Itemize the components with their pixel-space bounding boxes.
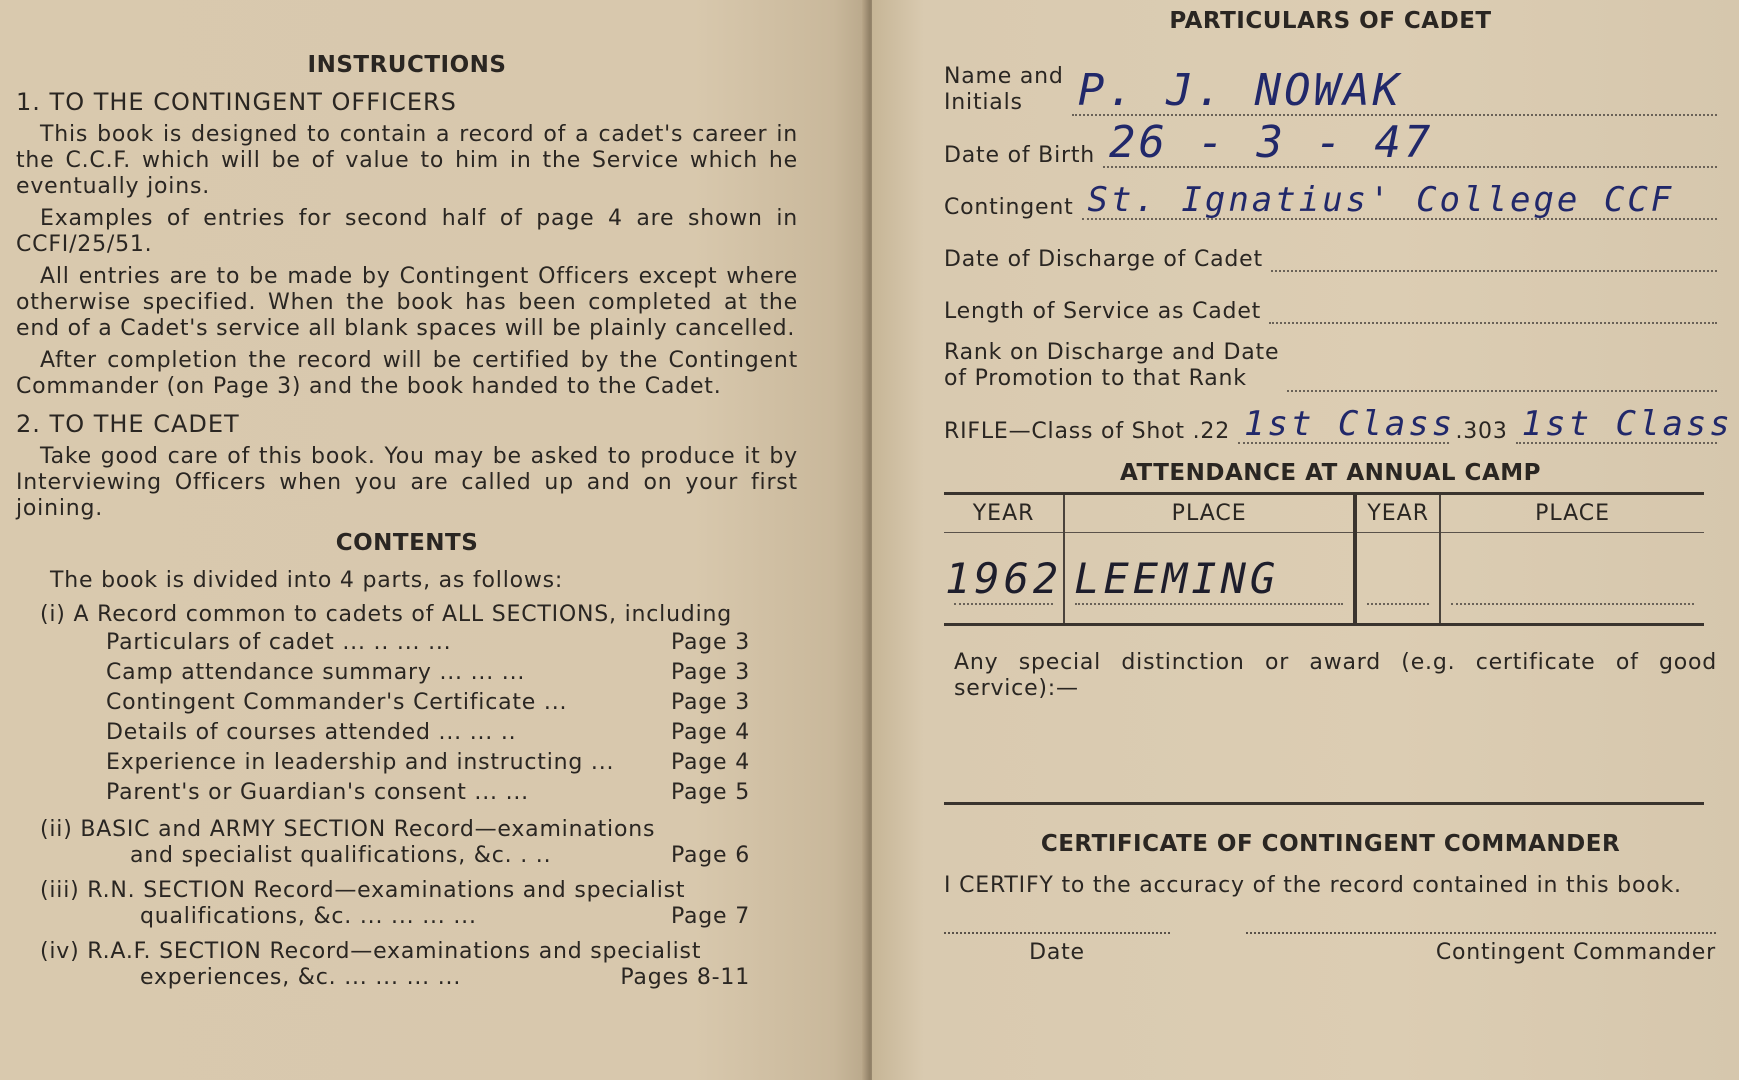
contents-item-label: and specialist qualifications, &c. . ..	[130, 843, 552, 868]
contents-item-label: experiences, &c. ... ... ... ...	[140, 965, 462, 990]
date-signature-line	[944, 932, 1170, 934]
award-divider	[944, 802, 1704, 805]
contents-item	[130, 843, 750, 869]
discharge-value-line	[1271, 230, 1717, 272]
contents-item	[106, 718, 750, 748]
award-text: Any special distinction or award (e.g. certificate of good service):—	[954, 650, 1717, 701]
contents-item	[140, 965, 750, 991]
discharge-label: Date of Discharge of Cadet	[944, 247, 1263, 272]
instruction-paragraph: This book is designed to contain a record of a cadet's career in the C.C.F. which will be of value to him in the Service which he eventually joins.	[16, 122, 798, 199]
commander-signature	[1246, 932, 1716, 965]
rifle-303-value-line	[1516, 402, 1733, 444]
section-cadet: 2. TO THE CADET	[16, 410, 240, 438]
dob-value: 26 - 3 - 47	[1109, 117, 1434, 168]
date-caption: Date	[1029, 940, 1085, 965]
contents-item-page: Page 4	[670, 720, 750, 745]
discharge-field	[944, 220, 1717, 272]
contents-item-label: Experience in leadership and instructing ...	[106, 750, 615, 775]
section-contingent-officers: 1. TO THE CONTINGENT OFFICERS	[16, 88, 457, 116]
rifle-22-value: 1st Class	[1244, 404, 1456, 444]
contents-part-1-list	[16, 628, 798, 808]
contingent-value: St. Ignatius' College CCF	[1087, 180, 1675, 220]
dotted-line	[1367, 603, 1429, 605]
date-signature	[944, 932, 1170, 965]
cadet-paragraph: Take good care of this book. You may be asked to produce it by Interviewing Officers when you are called up and on your first joining.	[16, 444, 798, 521]
camp-place-cell	[1064, 533, 1355, 625]
camp-table	[944, 492, 1704, 626]
service-field	[944, 272, 1717, 324]
camp-row	[944, 533, 1704, 625]
contents-item-page: Page 3	[670, 690, 750, 715]
contents-part-3: (iii) R.N. SECTION Record—examinations and specialist	[40, 878, 686, 903]
camp-header-place: PLACE	[1064, 494, 1355, 533]
name-label-line: Name and	[944, 64, 1064, 89]
right-page	[872, 0, 1739, 1080]
contents-part-1: (i) A Record common to cadets of ALL SECTIONS, including	[40, 602, 732, 627]
contents-item	[106, 658, 750, 688]
certificate-title: CERTIFICATE OF CONTINGENT COMMANDER	[1040, 831, 1621, 857]
contents-item-label: qualifications, &c. ... ... ... ...	[140, 904, 477, 929]
contents-part-2: (ii) BASIC and ARMY SECTION Record—examinations	[40, 817, 656, 842]
rifle-22-value-line	[1238, 402, 1456, 444]
rank-label	[944, 340, 1279, 392]
camp-header-year: YEAR	[944, 494, 1064, 533]
dob-value-line	[1103, 117, 1717, 168]
name-value: P. J. NOWAK	[1077, 65, 1403, 116]
contents-part-4: (iv) R.A.F. SECTION Record—examinations and specialist	[40, 939, 702, 964]
contents-item-page: Page 6	[670, 843, 750, 868]
dotted-line	[954, 603, 1053, 605]
camp-place-cell	[1440, 533, 1704, 625]
service-value-line	[1269, 282, 1717, 324]
contents-item-page: Page 7	[670, 904, 750, 929]
instruction-paragraph: All entries are to be made by Contingent Officers except where otherwise specified. When the book has been completed at the end of a Cadet's service all blank spaces will be plainly cancelled.	[16, 264, 798, 341]
contents-item-label: Details of courses attended ... ... ..	[106, 720, 517, 745]
rifle-303-label: .303	[1455, 419, 1508, 444]
name-value-line	[1072, 65, 1717, 116]
name-label	[944, 64, 1064, 116]
camp-header-year: YEAR	[1355, 494, 1440, 533]
dotted-line	[1451, 603, 1694, 605]
contents-item	[106, 778, 750, 808]
contents-item	[140, 904, 750, 930]
instructions-title: INSTRUCTIONS	[307, 52, 507, 78]
signature-area	[944, 932, 1716, 965]
service-label: Length of Service as Cadet	[944, 299, 1262, 324]
contents-item-page: Page 4	[670, 750, 750, 775]
camp-year-cell	[944, 533, 1064, 625]
left-page	[0, 0, 868, 1080]
dob-field	[944, 116, 1717, 168]
camp-title: ATTENDANCE AT ANNUAL CAMP	[1120, 460, 1541, 486]
contents-item-page: Page 5	[670, 780, 750, 805]
instruction-paragraph: Examples of entries for second half of page 4 are shown in CCFI/25/51.	[16, 206, 798, 257]
name-label-line: Initials	[944, 90, 1023, 115]
contingent-label: Contingent	[944, 195, 1074, 220]
certificate-text: I CERTIFY to the accuracy of the record contained in this book.	[944, 873, 1682, 898]
contents-item	[106, 628, 750, 658]
rifle-303-value: 1st Class	[1521, 404, 1733, 444]
contents-item-label: Particulars of cadet ... .. ... ...	[106, 630, 452, 655]
name-field	[944, 48, 1717, 116]
camp-year-value: 1962	[945, 553, 1063, 603]
instruction-paragraph: After completion the record will be certified by the Contingent Commander (on Page 3) and the book handed to the Cadet.	[16, 348, 798, 399]
contents-item-label: Contingent Commander's Certificate ...	[106, 690, 568, 715]
contents-title: CONTENTS	[335, 530, 479, 556]
contingent-value-line	[1082, 178, 1717, 220]
camp-place-value: LEEMING	[1074, 553, 1280, 603]
camp-header-row	[944, 494, 1704, 533]
contingent-field	[944, 168, 1717, 220]
rifle-label: RIFLE—Class of Shot .22	[944, 419, 1231, 444]
rank-value-line	[1287, 350, 1717, 392]
dotted-line	[1075, 603, 1343, 605]
camp-year-cell	[1355, 533, 1440, 625]
contents-intro: The book is divided into 4 parts, as follows:	[50, 568, 564, 593]
commander-signature-line	[1246, 932, 1716, 934]
rank-label-line: of Promotion to that Rank	[944, 366, 1247, 391]
rifle-field	[944, 392, 1733, 444]
contents-item-page: Page 3	[670, 630, 750, 655]
contents-item	[106, 748, 750, 778]
contents-item-label: Camp attendance summary ... ... ...	[106, 660, 526, 685]
contents-item-page: Page 3	[670, 660, 750, 685]
rank-label-line: Rank on Discharge and Date	[944, 340, 1280, 365]
rank-field	[944, 324, 1717, 392]
particulars-title: PARTICULARS OF CADET	[1169, 8, 1492, 34]
dob-label: Date of Birth	[944, 143, 1095, 168]
camp-header-place: PLACE	[1440, 494, 1704, 533]
contents-item-label: Parent's or Guardian's consent ... ...	[106, 780, 529, 805]
contents-item-page: Pages 8-11	[620, 965, 750, 990]
contents-item	[106, 688, 750, 718]
commander-caption: Contingent Commander	[1435, 940, 1716, 965]
